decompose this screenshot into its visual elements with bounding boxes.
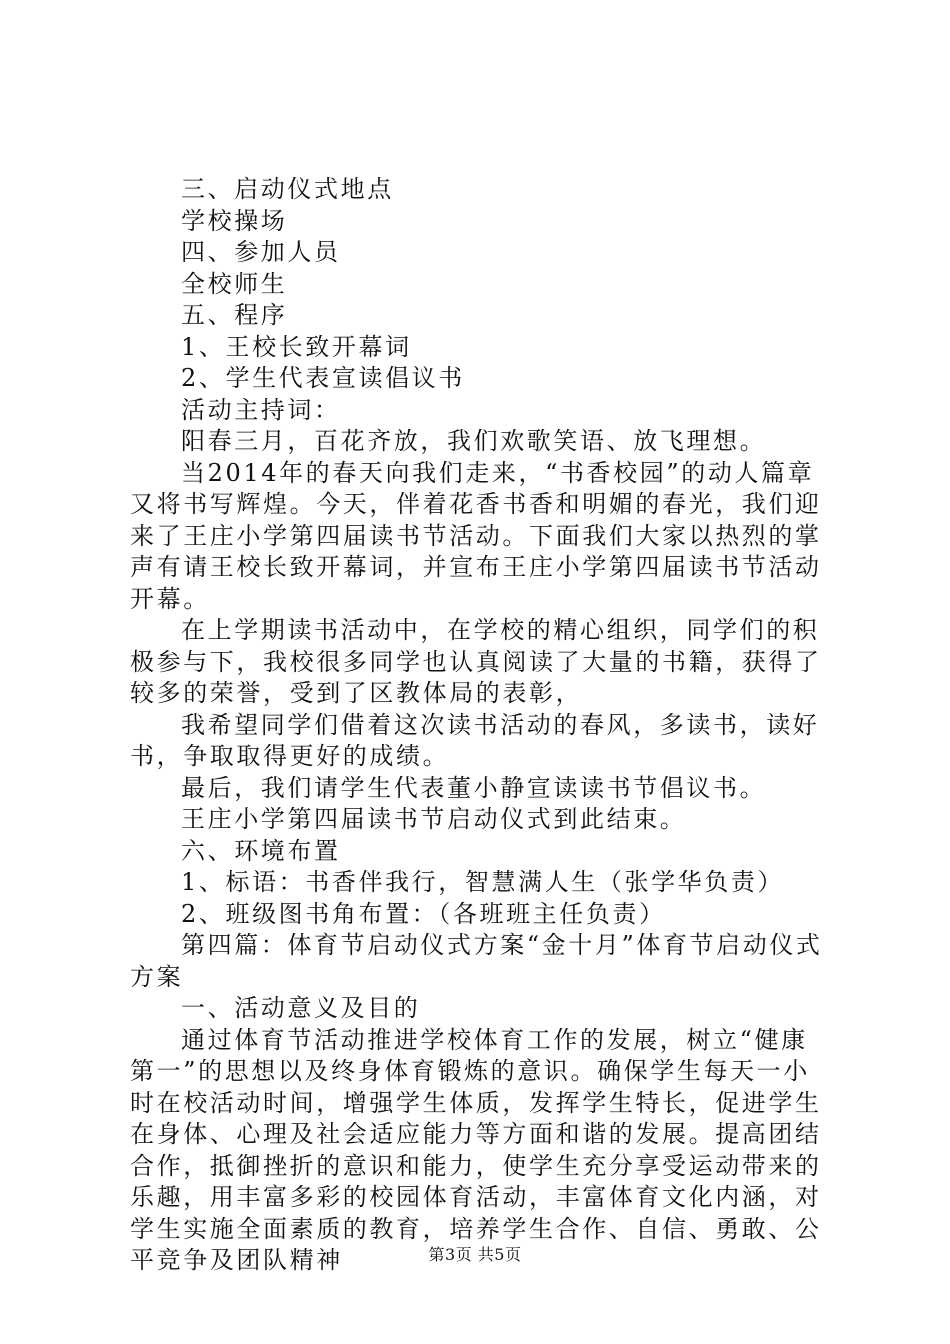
section-title: 第四篇：体育节启动仪式方案“金十月”体育节启动仪式方案: [130, 931, 823, 991]
page-number: 第3页 共5页: [428, 1245, 522, 1264]
heading-participants: 四、参加人员: [181, 238, 341, 266]
paragraph: 全校师生: [181, 269, 288, 298]
list-item: 2、班级图书角布置：（各班班主任负责）: [181, 899, 666, 928]
heading-procedure: 五、程序: [181, 301, 288, 329]
document-body: [130, 174, 830, 1277]
heading-purpose: 一、活动意义及目的: [181, 994, 421, 1022]
paragraph: 阳春三月，百花齐放，我们欢歌笑语、放飞理想。: [181, 427, 767, 455]
list-item: 1、王校长致开幕词: [181, 332, 412, 361]
paragraph: 最后，我们请学生代表董小静宣读读书节倡议书。: [181, 773, 767, 802]
paragraph: 王庄小学第四届读书节启动仪式到此结束。: [181, 805, 687, 833]
paragraph: 当2014年的春天向我们走来，“书香校园”的动人篇章又将书写辉煌。今天，伴着花香书香和明媚的春光，我们迎来了王庄小学第四届读书节活动。下面我们大家以热烈的掌声有请王校长致开幕词，并宣布王庄小学第四届读书节活动开幕。: [130, 458, 822, 613]
list-item: 1、标语：书香伴我行，智慧满人生（张学华负责）: [181, 868, 785, 896]
heading-environment: 六、环境布置: [181, 836, 341, 865]
paragraph: 通过体育节活动推进学校体育工作的发展，树立“健康第一”的思想以及终身体育锻炼的意识。确保学生每天一小时在校活动时间，增强学生体质，发挥学生特长，促进学生在身体、心理及社会适应能力等方面和谐的发展。提高团结合作，抵御挫折的意识和能力，使学生充分享受运动带来的乐趣，用丰富多彩的校园体育活动，丰富体育文化内涵，对学生实施全面素质的教育，培养学生合作、自信、勇敢、公平竞争及团队精神: [130, 1025, 822, 1274]
paragraph: 在上学期读书活动中，在学校的精心组织，同学们的积极参与下，我校很多同学也认真阅读了大量的书籍，获得了较多的荣誉，受到了区教体局的表彰，: [130, 616, 822, 707]
paragraph: 我希望同学们借着这次读书活动的春风，多读书，读好书，争取取得更好的成绩。: [130, 710, 820, 770]
list-item: 2、学生代表宣读倡议书: [181, 364, 465, 392]
heading-venue: 三、启动仪式地点: [181, 175, 394, 203]
heading-host-speech: 活动主持词：: [181, 395, 341, 424]
paragraph: 学校操场: [181, 206, 288, 235]
